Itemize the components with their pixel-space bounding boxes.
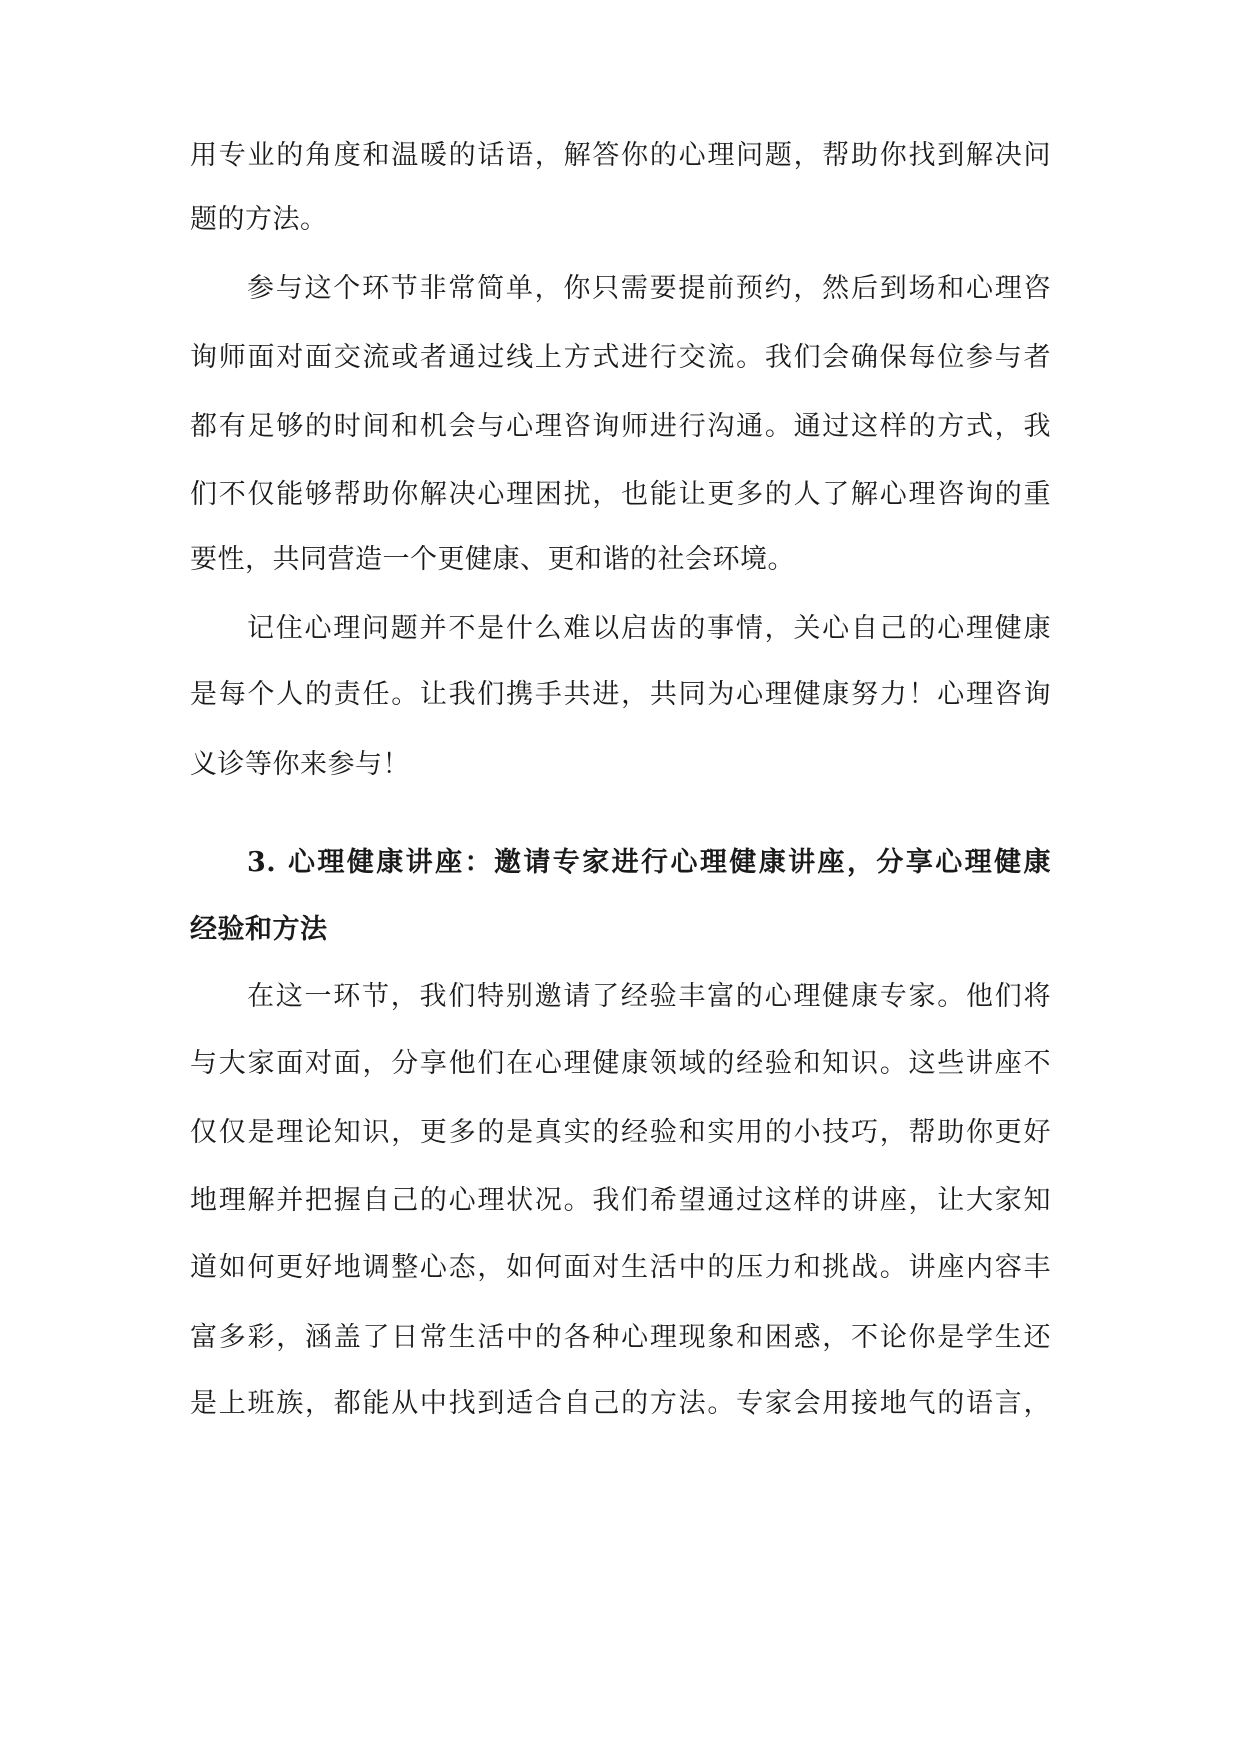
paragraph-2-line-4: 们不仅能够帮助你解决心理困扰，也能让更多的人了解心理咨询的重 — [190, 479, 1051, 510]
lecture-line-5: 道如何更好地调整心态，如何面对生活中的压力和挑战。讲座内容丰 — [190, 1252, 1051, 1283]
paragraph-3-line-3: 义诊等你来参与！ — [190, 749, 410, 780]
lecture-line-7: 是上班族，都能从中找到适合自己的方法。专家会用接地气的语言， — [190, 1388, 1051, 1419]
lecture-line-1: 在这一环节，我们特别邀请了经验丰富的心理健康专家。他们将 — [247, 981, 1051, 1012]
paragraph-2-line-2: 询师面对面交流或者通过线上方式进行交流。我们会确保每位参与者 — [190, 342, 1051, 373]
paragraph-3-line-2: 是每个人的责任。让我们携手共进，共同为心理健康努力！心理咨询 — [190, 679, 1051, 710]
lecture-line-3: 仅仅是理论知识，更多的是真实的经验和实用的小技巧，帮助你更好 — [190, 1117, 1051, 1148]
paragraph-1-line-1: 用专业的角度和温暖的话语，解答你的心理问题，帮助你找到解决问 — [190, 140, 1051, 171]
paragraph-1-line-2: 题的方法。 — [190, 204, 328, 235]
section-heading-line-2: 经验和方法 — [190, 914, 328, 945]
section-heading-line-1: 3. 心理健康讲座：邀请专家进行心理健康讲座，分享心理健康 — [247, 847, 1051, 878]
paragraph-2-line-5: 要性，共同营造一个更健康、更和谐的社会环境。 — [190, 544, 795, 575]
paragraph-2-line-1: 参与这个环节非常简单，你只需要提前预约，然后到场和心理咨 — [247, 273, 1051, 304]
lecture-line-2: 与大家面对面，分享他们在心理健康领域的经验和知识。这些讲座不 — [190, 1048, 1051, 1079]
paragraph-2-line-3: 都有足够的时间和机会与心理咨询师进行沟通。通过这样的方式，我 — [190, 411, 1051, 442]
paragraph-3-line-1: 记住心理问题并不是什么难以启齿的事情，关心自己的心理健康 — [247, 613, 1051, 644]
lecture-line-6: 富多彩，涵盖了日常生活中的各种心理现象和困惑，不论你是学生还 — [190, 1322, 1051, 1353]
lecture-line-4: 地理解并把握自己的心理状况。我们希望通过这样的讲座，让大家知 — [190, 1185, 1051, 1216]
